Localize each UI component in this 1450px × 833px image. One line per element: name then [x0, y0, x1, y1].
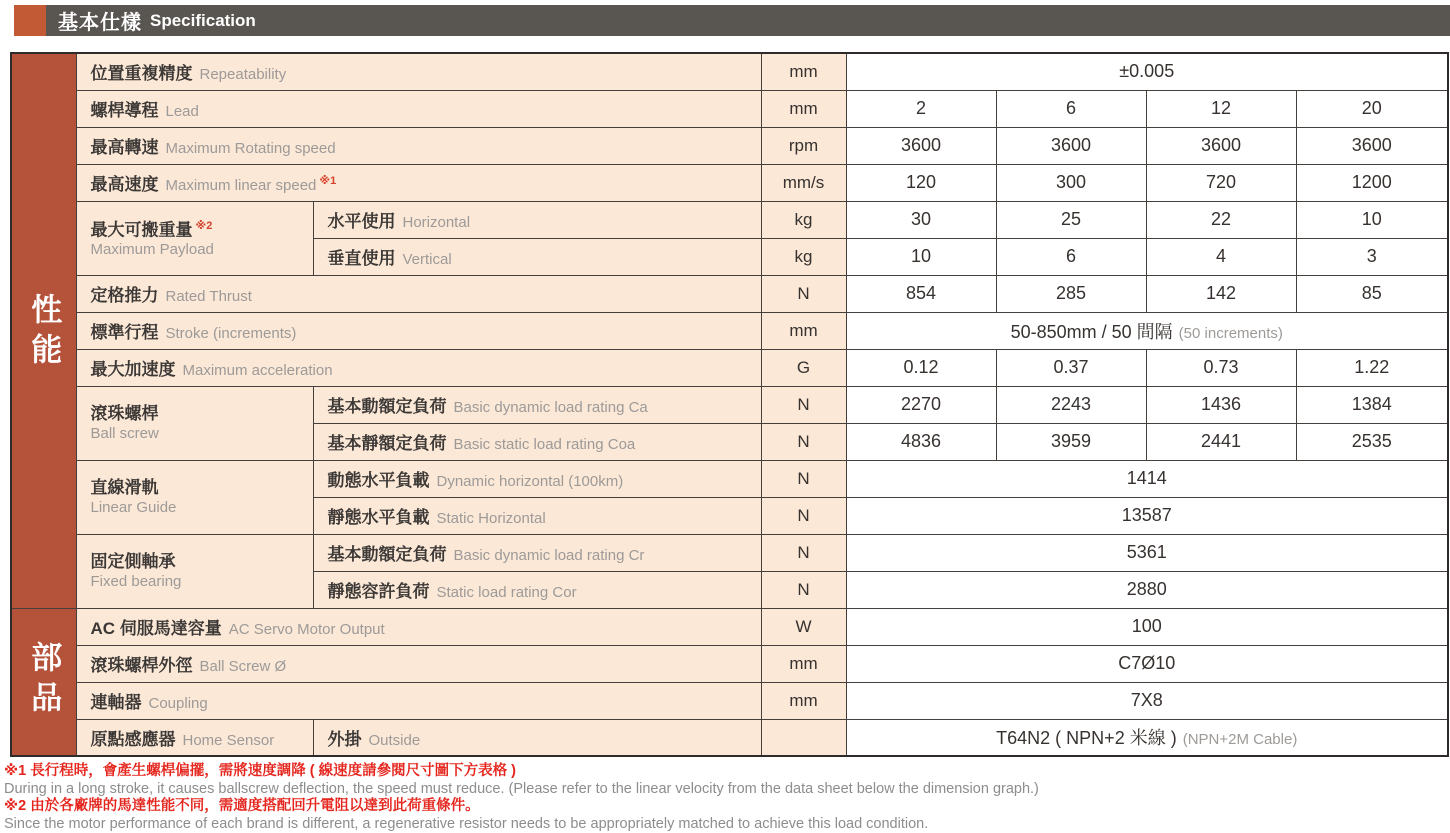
section-header [14, 5, 1450, 36]
row-rotating-speed [11, 127, 1448, 164]
row-rated-thrust [11, 275, 1448, 312]
unit-cell: N [761, 497, 846, 534]
row-stroke [11, 312, 1448, 349]
value-cell: 1.22 [1296, 349, 1448, 386]
label-en: Maximum Payload [91, 241, 214, 258]
value-cell: 85 [1296, 275, 1448, 312]
label-zh: 最大可搬重量 [91, 220, 193, 239]
label-zh: 動態水平負載 [328, 471, 430, 490]
unit-cell-empty [761, 719, 846, 756]
value-cell: 6 [996, 238, 1146, 275]
label-en: Ball screw [91, 425, 159, 442]
value-cell: 3600 [1146, 127, 1296, 164]
unit-cell: kg [761, 201, 846, 238]
spec-table [10, 52, 1449, 757]
sublabel-dynamic-horizontal [313, 460, 761, 497]
row-repeatability [11, 53, 1448, 90]
value-cell: 2270 [846, 386, 996, 423]
label-zh: 基本動額定負荷 [328, 397, 447, 416]
value-cell: 285 [996, 275, 1146, 312]
sublabel-horizontal [313, 201, 761, 238]
value-cell: 10 [1296, 201, 1448, 238]
label-en: Linear Guide [91, 499, 177, 516]
label-servo-output [76, 608, 761, 645]
value-cell: 100 [846, 608, 1448, 645]
label-zh: 最高轉速 [91, 138, 159, 157]
label-stroke [76, 312, 761, 349]
label-en: Maximum linear speed [166, 177, 317, 194]
value-cell: 720 [1146, 164, 1296, 201]
value-cell: 2 [846, 90, 996, 127]
unit-cell: N [761, 460, 846, 497]
sublabel-vertical [313, 238, 761, 275]
label-home-sensor [76, 719, 313, 756]
label-en: Static Horizontal [437, 510, 546, 527]
label-zh: 靜態水平負載 [328, 508, 430, 527]
unit-cell: N [761, 571, 846, 608]
row-guide-dynamic [11, 460, 1448, 497]
label-en: Horizontal [403, 214, 471, 231]
footnote-1-zh: ※1 長行程時，會產生螺桿偏擺，需將速度調降 ( 線速度請參閱尺寸圖下方表格 ) [4, 763, 1450, 781]
row-bearing-dynamic [11, 534, 1448, 571]
label-rotating-speed [76, 127, 761, 164]
label-en: Basic static load rating Coa [454, 436, 636, 453]
label-acceleration [76, 349, 761, 386]
row-coupling [11, 682, 1448, 719]
footnote-marker-2: ※2 [196, 220, 213, 232]
value-cell: 2243 [996, 386, 1146, 423]
label-zh: 定格推力 [91, 286, 159, 305]
unit-cell: N [761, 423, 846, 460]
value-cell: 854 [846, 275, 996, 312]
value-cell: 10 [846, 238, 996, 275]
header-title-bar [46, 5, 1450, 36]
value-cell: 2535 [1296, 423, 1448, 460]
value-cell: 22 [1146, 201, 1296, 238]
value-cell: 30 [846, 201, 996, 238]
row-payload-horizontal [11, 201, 1448, 238]
label-zh: 連軸器 [91, 693, 142, 712]
label-en: Maximum acceleration [183, 362, 333, 379]
section-label-performance [11, 53, 76, 608]
label-lead [76, 90, 761, 127]
label-linear-speed [76, 164, 761, 201]
section-label-parts [11, 608, 76, 756]
unit-cell: kg [761, 238, 846, 275]
label-zh: 固定側軸承 [91, 552, 176, 571]
footnote-1-en: During in a long stroke, it causes ballscrew deflection, the speed must reduce. (Please refer to the linear velocity from the data sheet below the dimension graph.) [4, 781, 1450, 799]
group-label-linear-guide [76, 460, 313, 534]
value-cell: 1414 [846, 460, 1448, 497]
value-cell: 300 [996, 164, 1146, 201]
unit-cell: mm [761, 53, 846, 90]
value-cell: 3600 [996, 127, 1146, 164]
header-accent-square [14, 5, 46, 36]
label-en: Vertical [403, 251, 452, 268]
sublabel-dynamic-rating-cr [313, 534, 761, 571]
value-cell: ±0.005 [846, 53, 1448, 90]
value-cell: 1384 [1296, 386, 1448, 423]
unit-cell: N [761, 386, 846, 423]
label-zh: 基本靜額定負荷 [328, 434, 447, 453]
label-zh: 最高速度 [91, 175, 159, 194]
label-zh: 原點感應器 [91, 730, 176, 749]
value-cell: 25 [996, 201, 1146, 238]
row-ballscrew-dynamic [11, 386, 1448, 423]
unit-cell: mm [761, 645, 846, 682]
label-screw-diameter [76, 645, 761, 682]
label-en: Ball Screw Ø [200, 658, 287, 675]
label-zh: 外掛 [328, 730, 362, 749]
unit-cell: N [761, 275, 846, 312]
unit-cell: mm [761, 682, 846, 719]
row-home-sensor [11, 719, 1448, 756]
unit-cell: N [761, 534, 846, 571]
unit-cell: rpm [761, 127, 846, 164]
label-en: Maximum Rotating speed [166, 140, 336, 157]
value-cell: 20 [1296, 90, 1448, 127]
row-screw-diameter [11, 645, 1448, 682]
label-zh: 靜態容許負荷 [328, 582, 430, 601]
value-cell: 0.73 [1146, 349, 1296, 386]
sublabel-outside [313, 719, 761, 756]
row-servo-output [11, 608, 1448, 645]
stroke-value-sub: (50 increments) [1179, 325, 1283, 342]
value-cell: 0.12 [846, 349, 996, 386]
label-rated-thrust [76, 275, 761, 312]
value-cell: 0.37 [996, 349, 1146, 386]
value-cell: 2880 [846, 571, 1448, 608]
page-title-en: Specification [150, 11, 256, 31]
row-linear-speed [11, 164, 1448, 201]
value-cell: 3600 [1296, 127, 1448, 164]
label-en: Stroke (increments) [166, 325, 297, 342]
value-cell: 142 [1146, 275, 1296, 312]
value-cell: 3959 [996, 423, 1146, 460]
value-cell: 1200 [1296, 164, 1448, 201]
label-en: Rated Thrust [166, 288, 252, 305]
group-label-ball-screw [76, 386, 313, 460]
label-en: Lead [166, 103, 199, 120]
label-zh: AC 伺服馬達容量 [91, 619, 222, 638]
value-cell: 120 [846, 164, 996, 201]
value-cell [846, 719, 1448, 756]
unit-cell: mm [761, 90, 846, 127]
value-cell: 12 [1146, 90, 1296, 127]
label-en: Coupling [149, 695, 208, 712]
label-en: Repeatability [200, 66, 287, 83]
label-zh: 最大加速度 [91, 360, 176, 379]
home-sensor-value-sub: (NPN+2M Cable) [1183, 731, 1298, 748]
value-cell: 3600 [846, 127, 996, 164]
group-label-fixed-bearing [76, 534, 313, 608]
value-cell: 1436 [1146, 386, 1296, 423]
label-zh: 基本動額定負荷 [328, 545, 447, 564]
footnotes [4, 763, 1450, 833]
value-cell: C7Ø10 [846, 645, 1448, 682]
sublabel-static-horizontal [313, 497, 761, 534]
row-lead [11, 90, 1448, 127]
label-zh: 直線滑軌 [91, 478, 159, 497]
label-en: Dynamic horizontal (100km) [437, 473, 624, 490]
unit-cell: W [761, 608, 846, 645]
label-zh: 滾珠螺桿 [91, 404, 159, 423]
label-en: Basic dynamic load rating Ca [454, 399, 648, 416]
sublabel-static-rating-cor [313, 571, 761, 608]
value-cell: 3 [1296, 238, 1448, 275]
unit-cell: mm/s [761, 164, 846, 201]
label-repeatability [76, 53, 761, 90]
value-cell: 5361 [846, 534, 1448, 571]
row-acceleration [11, 349, 1448, 386]
sublabel-static-rating [313, 423, 761, 460]
label-zh: 垂直使用 [328, 249, 396, 268]
page-title-zh: 基本仕樣 [58, 6, 142, 35]
performance-vertical-label: 性能 [28, 293, 59, 373]
label-zh: 水平使用 [328, 212, 396, 231]
parts-vertical-label: 部品 [28, 641, 59, 721]
label-en: Outside [369, 732, 421, 749]
label-zh: 滾珠螺桿外徑 [91, 656, 193, 675]
value-cell: 13587 [846, 497, 1448, 534]
label-coupling [76, 682, 761, 719]
stroke-value: 50-850mm / 50 間隔 [1011, 322, 1173, 342]
value-cell [846, 312, 1448, 349]
footnote-2-en: Since the motor performance of each brand is different, a regenerative resistor needs to be appropriately matched to achieve this load condition. [4, 816, 1450, 833]
sublabel-dynamic-rating [313, 386, 761, 423]
label-zh: 標準行程 [91, 323, 159, 342]
value-cell: 2441 [1146, 423, 1296, 460]
value-cell: 6 [996, 90, 1146, 127]
value-cell: 4836 [846, 423, 996, 460]
value-cell: 7X8 [846, 682, 1448, 719]
label-en: Fixed bearing [91, 573, 182, 590]
label-en: Home Sensor [183, 732, 275, 749]
footnote-2-zh: ※2 由於各廠牌的馬達性能不同，需適度搭配回升電阻以達到此荷重條件。 [4, 798, 1450, 816]
value-cell: 4 [1146, 238, 1296, 275]
label-en: Static load rating Cor [437, 584, 577, 601]
label-zh: 螺桿導程 [91, 101, 159, 120]
unit-cell: G [761, 349, 846, 386]
unit-cell: mm [761, 312, 846, 349]
label-zh: 位置重複精度 [91, 64, 193, 83]
footnote-marker-1: ※1 [319, 175, 336, 187]
label-en: AC Servo Motor Output [229, 621, 385, 638]
home-sensor-value: T64N2 ( NPN+2 米線 ) [996, 728, 1177, 748]
group-label-payload [76, 201, 313, 275]
label-en: Basic dynamic load rating Cr [454, 547, 645, 564]
